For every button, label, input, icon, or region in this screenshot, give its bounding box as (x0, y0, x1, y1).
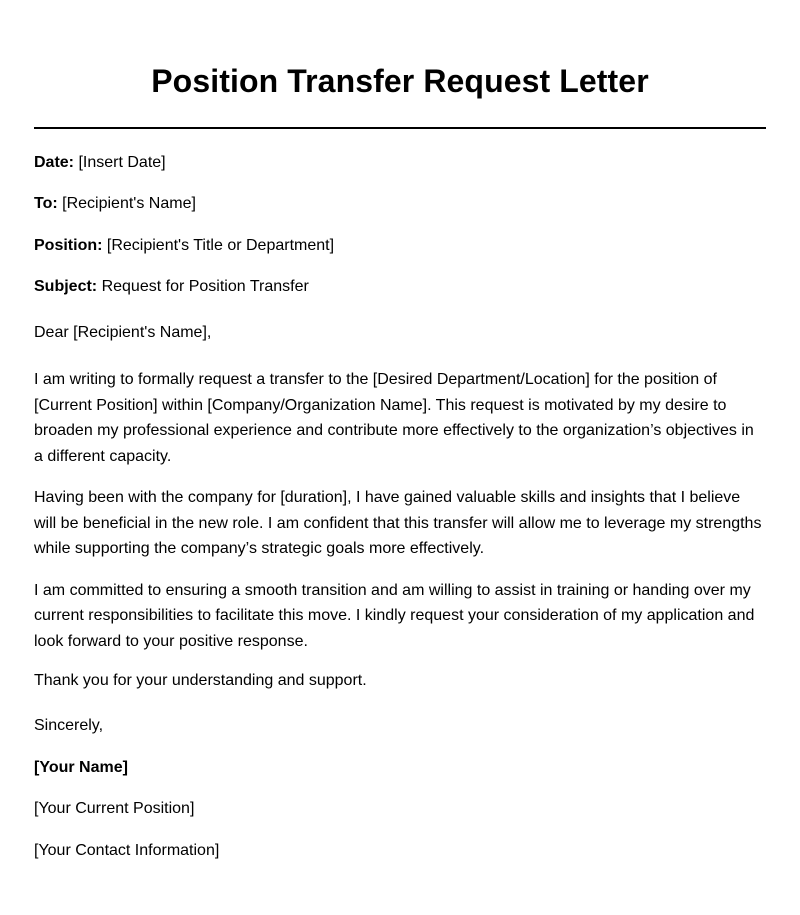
to-field (34, 194, 766, 214)
signature-contact: [Your Contact Information] (34, 842, 220, 859)
salutation: Dear [Recipient's Name], (34, 324, 212, 341)
position-value: [Recipient's Title or Department] (106, 237, 335, 254)
subject-value: Request for Position Transfer (101, 278, 309, 295)
signature-name: [Your Name] (34, 759, 128, 776)
title-divider (34, 127, 766, 129)
subject-field (34, 277, 766, 297)
body-paragraph-2: Having been with the company for [duration], I have gained valuable skills and insights that I believe will be beneficial in the new role. I am confident that this transfer will allow me to leverage my strengths while supporting the company’s strategic goals more effectively. (34, 489, 762, 557)
thanks-line: Thank you for your understanding and support. (34, 672, 367, 689)
page-title: Position Transfer Request Letter (151, 63, 649, 99)
position-field (34, 236, 766, 256)
signature-position: [Your Current Position] (34, 800, 195, 817)
body-paragraph-3: I am committed to ensuring a smooth transition and am willing to assist in training or handing over my current responsibilities to facilitate this move. I kindly request your consideration of my application and look forward to your positive response. (34, 581, 755, 650)
date-value: [Insert Date] (78, 154, 166, 171)
body-paragraph-1: I am writing to formally request a transfer to the [Desired Department/Location] for the position of [Current Position] within [Company/Organization Name]. This request is motivated by my desire to broaden my professional experience and contribute more effectively to the organization’s objectives in a different capacity. (34, 371, 754, 465)
to-label: To: (34, 195, 58, 212)
position-label: Position: (34, 237, 103, 254)
date-field (34, 153, 766, 173)
date-label: Date: (34, 154, 75, 171)
to-value: [Recipient's Name] (62, 195, 196, 212)
subject-label: Subject: (34, 278, 98, 295)
closing: Sincerely, (34, 717, 104, 734)
